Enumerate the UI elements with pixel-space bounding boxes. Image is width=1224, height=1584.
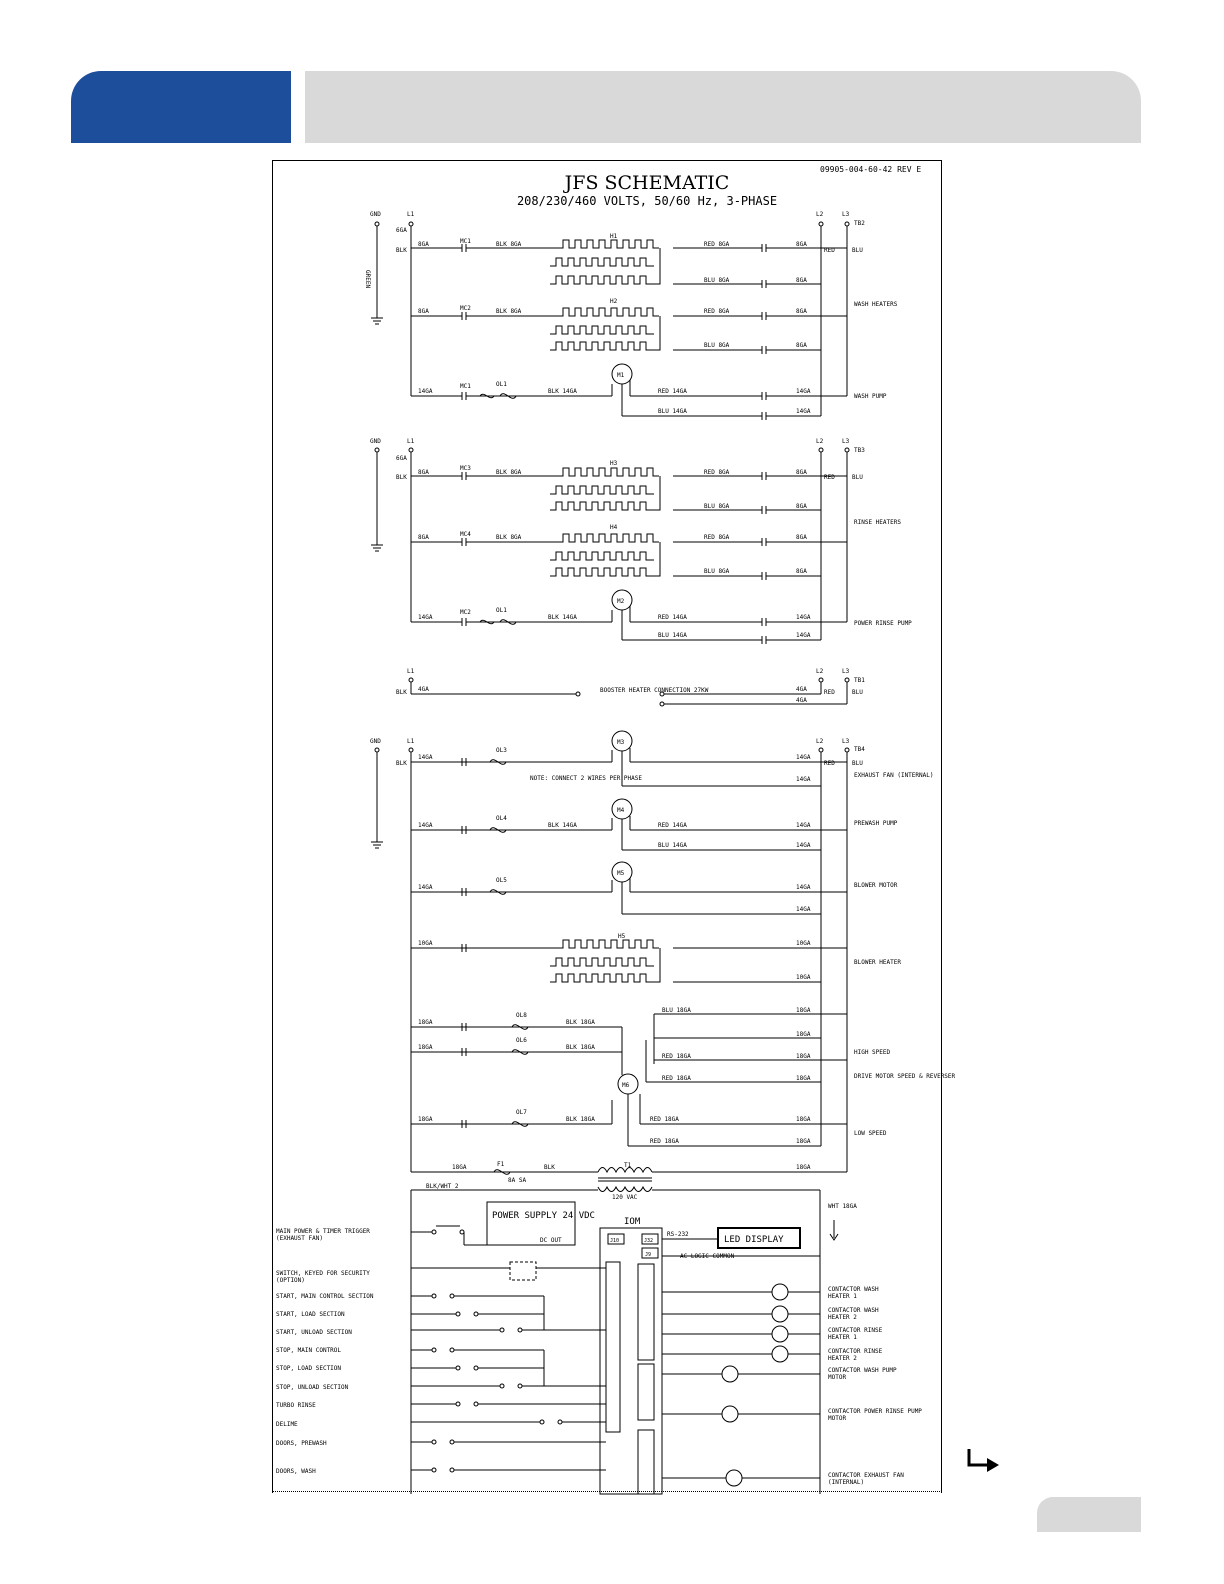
booster-label: BOOSTER HEATER CONNECTION 27KW [600,687,709,694]
j32: J32 [644,1238,654,1244]
output-label: CONTACTOR EXHAUST FAN (INTERNAL) [828,1472,904,1486]
l2-color: RED [824,247,835,254]
rs232: RS-232 [667,1231,689,1238]
wire-ga: 14GA [796,842,811,849]
wire-ga: 14GA [796,632,811,639]
mc1-pump: MC1 [460,383,471,390]
next-page-arrow-icon[interactable] [965,1447,1001,1477]
input-label: START, MAIN CONTROL SECTION [276,1293,374,1300]
l2-color: RED [824,760,835,767]
wire-blk8: BLK 8GA [496,241,522,248]
l3-color: BLU [852,247,863,254]
wire-blu14: BLU 14GA [658,842,687,849]
ol4: OL4 [496,815,507,822]
wire-ga: 10GA [418,940,433,947]
wire-red14: RED 14GA [658,388,687,395]
wash-heaters-label: WASH HEATERS [854,301,898,308]
wire-ga: 18GA [796,1031,811,1038]
wire-red18: RED 18GA [650,1138,679,1145]
wire-ga: 18GA [418,1116,433,1123]
green-label: GREEN [364,270,371,289]
l3-label: L3 [842,738,850,745]
l1-label: L1 [407,738,415,745]
wire-ga: 18GA [796,1007,811,1014]
j10: J10 [610,1238,620,1244]
l2-label: L2 [816,211,824,218]
wire-red8: RED 8GA [704,241,730,248]
wire-ga: 8GA [796,469,807,476]
power-supply: POWER SUPPLY 24 VDC [492,1211,595,1221]
motor-m2: M2 [617,598,625,605]
header-gray-bar [305,71,1141,143]
footer-page-tab [1037,1497,1141,1532]
wire-ga: 4GA [796,686,807,693]
wire-blu8: BLU 8GA [704,503,730,510]
wire-red18: RED 18GA [650,1116,679,1123]
heater-h4: H4 [610,524,618,531]
wire-ga: 8GA [796,277,807,284]
wire-ga: 14GA [418,822,433,829]
ol5: OL5 [496,877,507,884]
l3-color: BLU [852,474,863,481]
wire-ga: 14GA [796,388,811,395]
wire-red14: RED 14GA [658,822,687,829]
output-label: CONTACTOR RINSE HEATER 1 [828,1327,883,1341]
l1-label: L1 [407,211,415,218]
input-label: DOORS, WASH [276,1468,316,1475]
input-label: DOORS, PREWASH [276,1440,327,1447]
l1-gauge: 6GA [396,227,407,234]
document-id: 09905-004-60-42 REV E [820,165,922,174]
wire-blk8: BLK 8GA [496,534,522,541]
l3-label: L3 [842,211,850,218]
motor-m3: M3 [617,739,625,746]
wire-ga: 8GA [796,342,807,349]
rinse-pump-label: POWER RINSE PUMP [854,620,912,627]
booster-section [396,668,865,706]
mc2-a: MC2 [460,305,471,312]
wire-ga: 14GA [418,388,433,395]
tb1-label: TB1 [854,677,865,684]
header-blue-tab [71,71,291,143]
mc3-a: MC3 [460,465,471,472]
gnd-label: GND [370,438,381,445]
wire-ga: 10GA [796,974,811,981]
input-label: SWITCH, KEYED FOR SECURITY (OPTION) [276,1270,370,1284]
prewash-label: PREWASH PUMP [854,820,898,827]
gnd-label: GND [370,211,381,218]
wire-ga: 18GA [796,1138,811,1145]
l3-label: L3 [842,438,850,445]
wire-ga: 18GA [796,1164,811,1171]
blower-motor-label: BLOWER MOTOR [854,882,898,889]
fuse-f1: F1 [497,1161,505,1168]
wire-ga: 8GA [796,308,807,315]
wire-blu8: BLU 8GA [704,568,730,575]
output-label: CONTACTOR RINSE HEATER 2 [828,1348,883,1362]
wire-ga: 10GA [796,940,811,947]
wire-blu18: BLU 18GA [662,1007,691,1014]
wire-blu8: BLU 8GA [704,277,730,284]
drive-motor-label: DRIVE MOTOR SPEED & REVERSER [854,1073,956,1080]
wire-ga: 14GA [796,776,811,783]
input-label: DELIME [276,1421,298,1428]
wire-blk: BLK [544,1164,555,1171]
high-speed-label: HIGH SPEED [854,1049,891,1056]
l2-color: RED [824,689,835,696]
output-label: CONTACTOR WASH HEATER 1 [828,1286,879,1300]
control-section [411,1183,857,1494]
wire-ga: 4GA [418,686,429,693]
motor-m6: M6 [622,1082,630,1089]
mc1-a: MC1 [460,238,471,245]
wire-ga: 8GA [796,568,807,575]
l1-label: L1 [407,668,415,675]
output-label: CONTACTOR POWER RINSE PUMP MOTOR [828,1408,922,1422]
wire-ga: 14GA [796,614,811,621]
led-display: LED DISPLAY [724,1235,784,1245]
wire-ga: 8GA [418,469,429,476]
l3-color: BLU [852,760,863,767]
j9: J9 [645,1252,652,1258]
mc4-a: MC4 [460,531,471,538]
wire-blk8: BLK 8GA [496,469,522,476]
wire-note: NOTE: CONNECT 2 WIRES PER PHASE [530,775,642,782]
wht-18ga: WHT 18GA [828,1203,857,1210]
wire-ga: 14GA [418,754,433,761]
wire-ga: 18GA [418,1044,433,1051]
wire-ga: 18GA [796,1116,811,1123]
ol3: OL3 [496,747,507,754]
heater-h2: H2 [610,298,618,305]
heater-h1: H1 [610,233,618,240]
motor-m4: M4 [617,807,625,814]
exhaust-fan-label: EXHAUST FAN (INTERNAL) [854,772,934,779]
wire-ga: 8GA [418,308,429,315]
wire-ga: 4GA [796,697,807,704]
wire-blk18: BLK 18GA [566,1044,595,1051]
wire-red18: RED 18GA [662,1075,691,1082]
wire-red8: RED 8GA [704,308,730,315]
wire-ga: 18GA [452,1164,467,1171]
l1-gauge: 6GA [396,455,407,462]
input-label: TURBO RINSE [276,1402,316,1409]
wire-blu8: BLU 8GA [704,342,730,349]
l1-color: BLK [396,760,407,767]
gnd-label: GND [370,738,381,745]
input-label: STOP, MAIN CONTROL [276,1347,342,1354]
blower-heater-label: BLOWER HEATER [854,959,901,966]
wire-ga: 18GA [796,1075,811,1082]
wire-blk14: BLK 14GA [548,388,577,395]
transformer-t1: T1 [624,1162,632,1169]
wire-blk14: BLK 14GA [548,822,577,829]
wire-red8: RED 8GA [704,534,730,541]
mc2-pump: MC2 [460,609,471,616]
wire-blkwht: BLK/WHT 2 [426,1183,459,1190]
motor-m1: M1 [617,372,625,379]
wire-ga: 14GA [796,822,811,829]
heater-h3: H3 [610,460,618,467]
dc-out: DC OUT [540,1237,562,1244]
wire-ga: 14GA [796,754,811,761]
wire-ga: 14GA [796,884,811,891]
wire-blk8: BLK 8GA [496,308,522,315]
l2-label: L2 [816,438,824,445]
l3-label: L3 [842,668,850,675]
wire-blk18: BLK 18GA [566,1116,595,1123]
schematic-title: JFS SCHEMATIC [564,172,730,194]
l1-label: L1 [407,438,415,445]
aux-section [370,731,956,1201]
wire-ga: 8GA [418,241,429,248]
wire-ga: 8GA [796,503,807,510]
ol8: OL8 [516,1012,527,1019]
ol1: OL1 [496,381,507,388]
wire-blk18: BLK 18GA [566,1019,595,1026]
input-label: STOP, UNLOAD SECTION [276,1384,349,1391]
l2-label: L2 [816,738,824,745]
low-speed-label: LOW SPEED [854,1130,887,1137]
l1-color: BLK [396,247,407,254]
wire-red18: RED 18GA [662,1053,691,1060]
input-label: STOP, LOAD SECTION [276,1365,342,1372]
l1-color: BLK [396,474,407,481]
wire-ga: 8GA [418,534,429,541]
wire-ga: 8GA [796,241,807,248]
input-label: START, UNLOAD SECTION [276,1329,352,1336]
input-label: MAIN POWER & TIMER TRIGGER (EXHAUST FAN) [276,1228,370,1242]
heater-h5: H5 [618,933,626,940]
wash-section [364,211,898,420]
tb2-label: TB2 [854,220,865,227]
l2-color: RED [824,474,835,481]
l3-color: BLU [852,689,863,696]
tb3-label: TB3 [854,447,865,454]
l1-color: BLK [396,689,407,696]
wire-ga: 14GA [796,906,811,913]
ol7: OL7 [516,1109,527,1116]
rinse-section [370,438,912,644]
wire-blu14: BLU 14GA [658,632,687,639]
input-label: START, LOAD SECTION [276,1311,345,1318]
transformer-vac: 120 VAC [612,1194,638,1201]
rinse-heaters-label: RINSE HEATERS [854,519,901,526]
wash-pump-label: WASH PUMP [854,393,887,400]
motor-m5: M5 [617,870,625,877]
fuse-rating: 8A SA [508,1177,527,1184]
output-label: CONTACTOR WASH HEATER 2 [828,1307,879,1321]
wire-ga: 14GA [418,884,433,891]
wire-red8: RED 8GA [704,469,730,476]
wire-ga: 18GA [418,1019,433,1026]
ol1: OL1 [496,607,507,614]
iom-label: IOM [624,1217,641,1227]
ac-common: AC LOGIC COMMON [680,1253,735,1260]
output-label: CONTACTOR WASH PUMP MOTOR [828,1367,897,1381]
l2-label: L2 [816,668,824,675]
wire-red14: RED 14GA [658,614,687,621]
wire-ga: 14GA [796,408,811,415]
wire-blk14: BLK 14GA [548,614,577,621]
schematic-subtitle: 208/230/460 VOLTS, 50/60 Hz, 3-PHASE [516,194,778,208]
ol6: OL6 [516,1037,527,1044]
wire-ga: 8GA [796,534,807,541]
wire-ga: 14GA [418,614,433,621]
tb4-label: TB4 [854,746,865,753]
wire-blu14: BLU 14GA [658,408,687,415]
wire-ga: 18GA [796,1053,811,1060]
